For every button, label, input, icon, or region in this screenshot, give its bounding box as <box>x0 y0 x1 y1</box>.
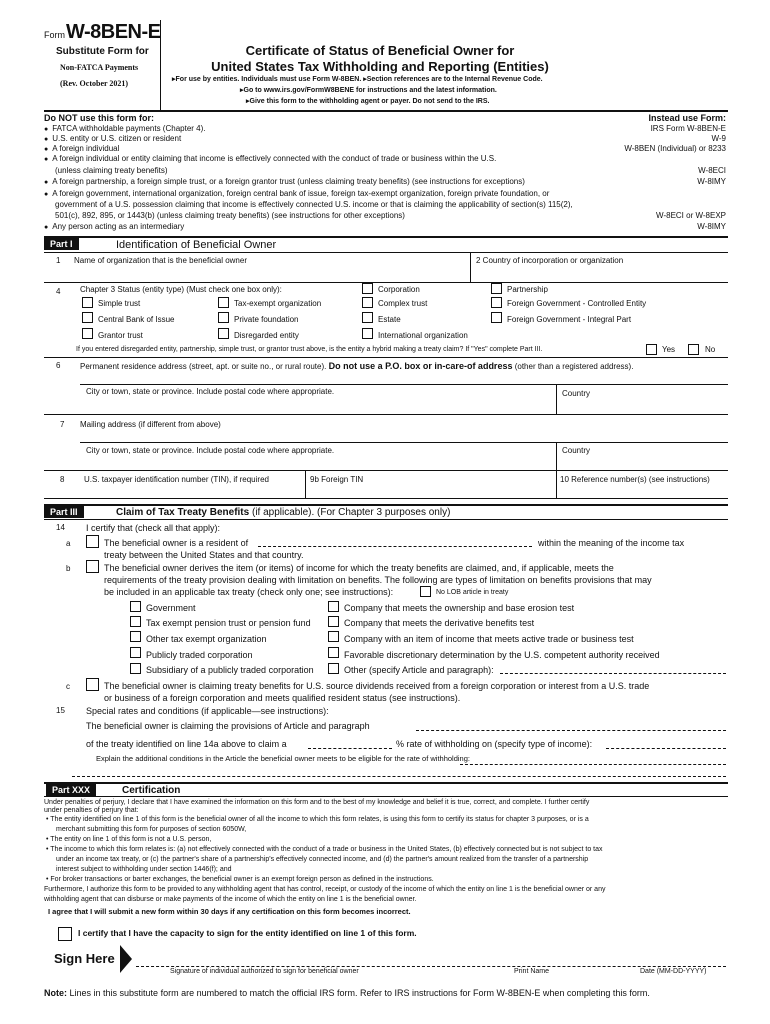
disregarded-label: Disregarded entity <box>234 331 299 340</box>
dnu-form-7: W-8IMY <box>697 222 726 231</box>
international-org-checkbox[interactable] <box>362 328 373 339</box>
cert-bullet-1b: merchant submitting this form for purposes of section 6050W, <box>56 826 247 833</box>
fg-controlled-checkbox[interactable] <box>491 297 502 308</box>
line14-num: 14 <box>56 523 65 532</box>
fg-integral-label: Foreign Government - Integral Part <box>507 315 632 324</box>
line14b-line1: The beneficial owner derives the item (or items) of income for which the treaty benefits are claimed, and, if applicable, meets the <box>104 563 614 573</box>
line15-rate-label: % rate of withholding on (specify type of income): <box>396 739 593 749</box>
do-not-use-heading: Do NOT use this form for: <box>44 113 154 123</box>
no-lob-label: No LOB article in treaty <box>436 589 509 596</box>
grantor-trust-label: Grantor trust <box>98 331 143 340</box>
partnership-label: Partnership <box>507 285 548 294</box>
dnu-item-1: ● FATCA withholdable payments (Chapter 4). <box>44 124 206 134</box>
certification-title: Certification <box>122 785 181 796</box>
dnu-form-2: W-9 <box>711 134 726 143</box>
lob-other-exempt-checkbox[interactable] <box>130 631 141 642</box>
signature-line[interactable] <box>136 966 726 967</box>
corporation-checkbox[interactable] <box>362 283 373 294</box>
line1-num: 1 <box>56 256 61 265</box>
form-subtitle-2: ▸Go to www.irs.gov/FormW8BENE for instructions and the latest information. <box>240 87 497 94</box>
cert-bullet-4: • For broker transactions or barter exchanges, the beneficial owner is an exempt foreign person as defined in the instructions. <box>46 876 434 883</box>
footer-note: Note: Lines in this substitute form are numbered to match the official IRS form. Refer to IRS instructions for Form W-8BEN-E when completing this form. <box>44 988 650 998</box>
country-incorporation-field[interactable] <box>476 266 726 280</box>
line1-label: Name of organization that is the beneficial owner <box>74 256 247 265</box>
form-number: W-8BEN-E <box>66 21 161 43</box>
mailing-city-field[interactable] <box>86 455 550 468</box>
residence-city-field[interactable] <box>86 398 550 412</box>
lob-other-label: Other (specify Article and paragraph): <box>344 665 494 675</box>
line15-treaty-label: of the treaty identified on line 14a above to claim a <box>86 739 287 749</box>
line14a-checkbox[interactable] <box>86 535 99 548</box>
cert-further-2: withholding agent that can disburse or make payments of the income of which the entity on line 1 is the beneficial owner. <box>44 896 417 903</box>
dnu-form-4: W-8ECI <box>698 166 726 175</box>
mailing-country-field[interactable] <box>562 455 726 468</box>
form-subtitle-3: ▸Give this form to the withholding agent or payer. Do not send to the IRS. <box>246 98 490 105</box>
line14a-tail: within the meaning of the income tax <box>538 538 685 548</box>
capacity-checkbox[interactable] <box>58 927 72 941</box>
lob-other-input[interactable] <box>500 673 726 674</box>
line10-label: 10 Reference number(s) (see instructions) <box>560 475 710 484</box>
dnu-item-5: ● A foreign partnership, a foreign simple trust, or a foreign grantor trust (unless claiming treaty benefits) (see instructions for exceptions) <box>44 177 525 187</box>
line6-label: Permanent residence address (street, apt. or suite no., or rural route). Do not use a P.O. box or in-care-of address (other than a registered address). <box>80 361 634 371</box>
hybrid-no-checkbox[interactable] <box>688 344 699 355</box>
line14b-letter: b <box>66 564 71 573</box>
cert-bullet-2: • The entity on line 1 of this form is not a U.S. person, <box>46 836 212 843</box>
lob-derivative-checkbox[interactable] <box>328 616 339 627</box>
explain-input-1[interactable] <box>460 764 726 765</box>
lob-favorable-checkbox[interactable] <box>328 647 339 658</box>
dnu-item-6b: government of a U.S. possession claiming that income is effectively connected U.S. income or that is claiming the applicability of section(s) 115(2), <box>55 200 573 209</box>
part3-tag: Part III <box>44 506 84 518</box>
simple-trust-label: Simple trust <box>98 299 141 308</box>
line14a-line2: treaty between the United States and that country. <box>104 550 304 560</box>
line14b-line2: requirements of the treaty provision dealing with limitation on benefits. The following are types of limitation on benefits provisions that may <box>104 575 652 585</box>
tax-exempt-label: Tax-exempt organization <box>234 299 322 308</box>
form-title-line1: Certificate of Status of Beneficial Owner for <box>245 43 515 58</box>
line7-label: Mailing address (if different from above) <box>80 420 221 429</box>
lob-subsidiary-label: Subsidiary of a publicly traded corporation <box>146 665 314 675</box>
partxxx-tag: Part XXX <box>46 784 96 796</box>
date-label: Date (MM-DD-YYYY) <box>640 968 707 975</box>
lob-derivative-label: Company that meets the derivative benefits test <box>344 618 535 628</box>
partnership-checkbox[interactable] <box>491 283 502 294</box>
lob-pension-label: Tax exempt pension trust or pension fund <box>146 618 311 628</box>
lob-government-label: Government <box>146 603 196 613</box>
print-name-label: Print Name <box>514 968 550 975</box>
lob-publicly-checkbox[interactable] <box>130 647 141 658</box>
line15-num: 15 <box>56 706 65 715</box>
simple-trust-checkbox[interactable] <box>82 297 93 308</box>
city2-label: City or town, state or province. Include postal code where appropriate. <box>86 446 335 455</box>
line2-label: 2 Country of incorporation or organization <box>476 256 624 265</box>
lob-active-label: Company with an item of income that meets active trade or business test <box>344 634 634 644</box>
dnu-form-5: W-8IMY <box>697 177 726 186</box>
international-org-label: International organization <box>378 331 468 340</box>
grantor-trust-checkbox[interactable] <box>82 328 93 339</box>
hybrid-no-label: No <box>705 345 716 354</box>
country2-label: Country <box>562 446 591 455</box>
residence-country-input[interactable] <box>258 546 532 547</box>
dnu-item-2: ● U.S. entity or U.S. citizen or resident <box>44 134 181 144</box>
line15-explain-label: Explain the additional conditions in the Article the beneficial owner meets to be eligible for the rate of withholding: <box>96 754 470 763</box>
line14a-letter: a <box>66 539 71 548</box>
substitute-label: Substitute Form for <box>56 46 149 57</box>
cert-further-1: Furthermore, I authorize this form to be provided to any withholding agent that has control, receipt, or custody of the income of which the entity on line 1 is the beneficial owner or any <box>44 886 606 893</box>
dnu-item-6: ● A foreign government, international organization, foreign central bank of issue, foreign tax-exempt organization, foreign private foundation, or <box>44 189 549 199</box>
line4-num: 4 <box>56 287 61 296</box>
hybrid-yes-checkbox[interactable] <box>646 344 657 355</box>
line14c-checkbox[interactable] <box>86 678 99 691</box>
lob-ownership-checkbox[interactable] <box>328 601 339 612</box>
mailing-address-field[interactable] <box>80 430 720 442</box>
income-type-input[interactable] <box>606 748 726 749</box>
cert-bullet-3c: interest subject to withholding under section 1446(f); and <box>56 866 232 873</box>
private-foundation-checkbox[interactable] <box>218 312 229 323</box>
line6-num: 6 <box>56 361 61 370</box>
line14c-line2: or business of a foreign corporation and meets qualified resident status (see instructions). <box>104 693 461 703</box>
line15-article-label: The beneficial owner is claiming the provisions of Article and paragraph <box>86 721 370 731</box>
org-name-field[interactable] <box>74 266 464 280</box>
lob-favorable-label: Favorable discretionary determination by the U.S. competent authority received <box>344 650 660 660</box>
capacity-label: I certify that I have the capacity to sign for the entity identified on line 1 of this form. <box>78 928 417 938</box>
cert-bullet-3: • The income to which this form relates is: (a) not effectively connected with the conduct of a trade or business in the United States, (b) effectively connected but is not subject to tax <box>46 846 603 853</box>
line14b-checkbox[interactable] <box>86 560 99 573</box>
line14c-line1: The beneficial owner is claiming treaty benefits for U.S. source dividends received from a foreign corporation or interest from a U.S. trade <box>104 681 650 691</box>
lob-publicly-label: Publicly traded corporation <box>146 650 253 660</box>
hybrid-question: If you entered disregarded entity, partnership, simple trust, or grantor trust above, is the entity a hybrid making a treaty claim? If "Yes" complete Part III. <box>76 346 543 353</box>
residence-address-field[interactable] <box>80 372 720 384</box>
line4-label: Chapter 3 Status (entity type) (Must check one box only): <box>80 285 282 294</box>
cert-agree: I agree that I will submit a new form within 30 days if any certification on this form becomes incorrect. <box>48 907 411 916</box>
instead-use-heading: Instead use Form: <box>648 113 726 123</box>
line15-label: Special rates and conditions (if applicable—see instructions): <box>86 706 329 716</box>
tax-exempt-checkbox[interactable] <box>218 297 229 308</box>
line7-num: 7 <box>60 420 65 429</box>
central-bank-label: Central Bank of Issue <box>98 315 175 324</box>
cert-bullet-3b: under an income tax treaty, or (c) the partner's share of a partnership's effectively connected income, and (d) the partner's amount realized from the transfer of a partnership <box>56 856 589 863</box>
explain-input-2[interactable] <box>72 776 726 777</box>
lob-pension-checkbox[interactable] <box>130 616 141 627</box>
fg-integral-checkbox[interactable] <box>491 312 502 323</box>
sign-arrow-icon <box>120 945 132 973</box>
lob-subsidiary-checkbox[interactable] <box>130 663 141 674</box>
private-foundation-label: Private foundation <box>234 315 299 324</box>
form-word: Form <box>44 30 65 40</box>
line14c-letter: c <box>66 682 70 691</box>
dnu-item-4b: (unless claiming treaty benefits) <box>55 166 168 175</box>
lob-other-checkbox[interactable] <box>328 663 339 674</box>
us-tin-field[interactable] <box>84 485 300 497</box>
dnu-item-7: ● Any person acting as an intermediary <box>44 222 184 232</box>
dnu-form-1: IRS Form W-8BEN-E <box>650 124 726 133</box>
line14b-line3: be included in an applicable tax treaty (check only one; see instructions): <box>104 587 394 597</box>
complex-trust-label: Complex trust <box>378 299 428 308</box>
disregarded-checkbox[interactable] <box>218 328 229 339</box>
dnu-form-6: W-8ECI or W-8EXP <box>656 211 726 220</box>
certify-label: I certify that (check all that apply): <box>86 523 221 533</box>
cert-para-1: Under penalties of perjury, I declare that I have examined the information on this form and to the best of my knowledge and belief it is true, correct, and complete. I further certify <box>44 799 590 806</box>
residence-country-field[interactable] <box>562 398 726 412</box>
signature-label: Signature of individual authorized to sign for beneficial owner <box>170 968 359 975</box>
dnu-form-3: W-8BEN (Individual) or 8233 <box>624 144 726 153</box>
line9b-label: 9b Foreign TIN <box>310 475 364 484</box>
lob-other-exempt-label: Other tax exempt organization <box>146 634 267 644</box>
part1-tag: Part I <box>44 238 79 250</box>
hybrid-yes-label: Yes <box>662 345 676 354</box>
dnu-item-6c: 501(c), 892, 895, or 1443(b) (unless claiming treaty benefits) (see instructions for other exceptions) <box>55 211 405 220</box>
dnu-item-3: ● A foreign individual <box>44 144 119 154</box>
estate-checkbox[interactable] <box>362 312 373 323</box>
central-bank-checkbox[interactable] <box>82 312 93 323</box>
corporation-label: Corporation <box>378 285 420 294</box>
form-title-line2: United States Tax Withholding and Reporting (Entities) <box>211 59 549 74</box>
lob-active-checkbox[interactable] <box>328 631 339 642</box>
no-lob-checkbox[interactable] <box>420 586 431 597</box>
article-paragraph-input[interactable] <box>416 730 726 731</box>
dnu-item-4: ● A foreign individual or entity claiming that income is effectively connected with the conduct of trade or business within the U.S. <box>44 154 496 164</box>
complex-trust-checkbox[interactable] <box>362 297 373 308</box>
foreign-tin-field[interactable] <box>310 485 550 497</box>
form-subtitle-1: ▸For use by entities. Individuals must use Form W-8BEN. ▸Section references are to the Internal Revenue Code. <box>172 76 543 83</box>
withholding-rate-input[interactable] <box>308 748 392 749</box>
cert-bullet-1: • The entity identified on line 1 of this form is the beneficial owner of all the income to which this form relates, is using this form to certify its status for chapter 3 purposes, or is a <box>46 816 589 823</box>
country-label: Country <box>562 389 591 398</box>
estate-label: Estate <box>378 315 401 324</box>
line14a-text: The beneficial owner is a resident of <box>104 538 249 548</box>
part1-title: Identification of Beneficial Owner <box>116 239 277 251</box>
fg-controlled-label: Foreign Government - Controlled Entity <box>507 299 647 308</box>
cert-para-2: under penalties of perjury that: <box>44 807 139 814</box>
revision-date: (Rev. October 2021) <box>60 79 129 88</box>
part3-title: Claim of Tax Treaty Benefits (if applicable). (For Chapter 3 purposes only) <box>116 507 451 518</box>
city-label: City or town, state or province. Include postal code where appropriate. <box>86 387 335 396</box>
line8-label: U.S. taxpayer identification number (TIN), if required <box>84 475 269 484</box>
non-fatca-label: Non-FATCA Payments <box>60 63 139 72</box>
line8-num: 8 <box>60 475 65 484</box>
reference-number-field[interactable] <box>560 485 726 497</box>
sign-here-label: Sign Here <box>54 951 115 966</box>
lob-ownership-label: Company that meets the ownership and base erosion test <box>344 603 575 613</box>
lob-government-checkbox[interactable] <box>130 601 141 612</box>
